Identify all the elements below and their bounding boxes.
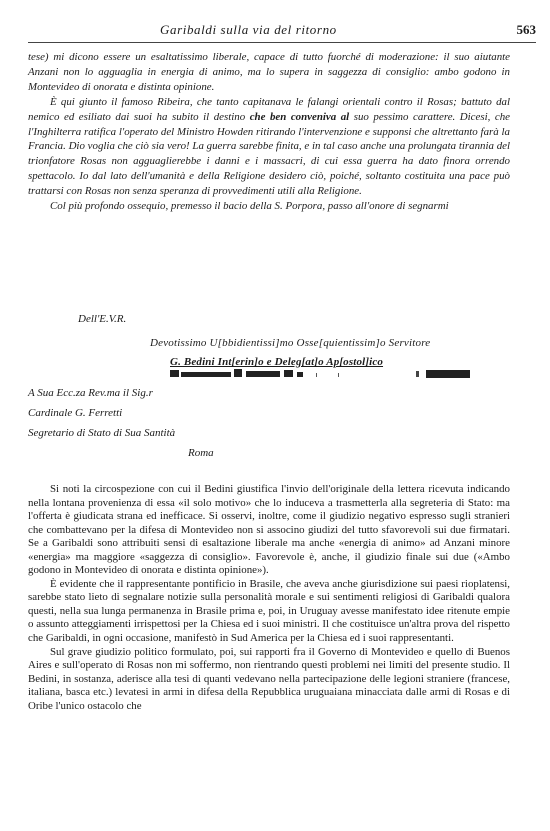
letter-paragraph-1: tese) mi dicono essere un esaltatissimo liberale, capace di tutto fuorché di moderazione: il suo aiutante Anzani non lo agguaglia in energia di animo, ma lo supera in saggezza di consiglio: ambo godono in Montevideo di onorata e distinta opinione. — [28, 51, 510, 93]
letter-paragraph-2-end: suo pessimo carattere. Dicesi, che l'Inghilterra ratifica l'operato del Ministro Howden ritirando l'intervenzione e supponsi che altrettanto farà la Francia. Dio voglia che ciò sia vero! La guerra sarebbe finita, e in tal caso anche una prolungata tirannia del trionfatore Rosas non agguaglierebbe i danni e i massacri, di cui essa guerra ha dato finora orrendo spettacolo. Io dal lato dell'umanità e della Religione desidero ciò, poiché, soltanto costituita una pace può trattarsi con Rosas non senza speranza di provvedimenti utili alla Religione. — [28, 110, 510, 198]
addressee-line-2: Cardinale G. Ferretti — [28, 407, 123, 419]
header-rule — [28, 42, 536, 43]
signature: G. Bedini Int[erin]o e Deleg[at]o Ap[ostol]ico — [170, 356, 384, 368]
commentary-paragraph-1: Si noti la circospezione con cui il Bedini giustifica l'invio dell'originale della lettera ricevuta indicando nella lontana provenienza di essa «il solo motivo» che lo induceva a trasmetterla alla segreteria di Stato: ma l'offerta è giudicata strana ed inefficace. Si osservi, inoltre, come il giudizio negativo espresso sugli stranieri che combattevano per la difesa di Montevideo non si associno giudizi del tutto sfavorevoli sui due firmatari. Se a Garibaldi sono attribuiti sensi di esaltazione liberale ma anche «energia di animo» ad Anzani minore «energia» ma maggiore «saggezza di consiglio». Favorevole è, anche, il giudizio finale sui due («Ambo godono in Montevideo di onorata e distinta opinione»). — [28, 483, 510, 577]
addressee-city: Roma — [188, 447, 214, 459]
commentary-paragraph-2: È evidente che il rappresentante pontificio in Brasile, che aveva anche giurisdizione sui paesi rioplatensi, sarebbe stato lieto di segnalare notizie sulla personalità morale e sui sentimenti religiosi di Garibaldi qualora questi, nella sua lunga permanenza in Brasile prima e, poi, in Uruguay avesse manifestato idee ritenute empie o assunto atteggiamenti irrispettosi per la Chiesa ed i suoi ministri. Il che costituisce un'altra prova del rispetto che Garibaldi, in ogni occasione, manifestò in Sud America per la Chiesa ed i suoi rappresentanti. — [28, 577, 510, 645]
quoted-letter — [28, 50, 510, 214]
commentary-text — [28, 483, 510, 713]
salutation: Dell'E.V.R. — [78, 313, 127, 325]
page-header — [160, 22, 536, 38]
addressee-line-1: A Sua Ecc.za Rev.ma il Sig.r — [28, 387, 153, 399]
addressee-line-3: Segretario di Stato di Sua Santità — [28, 427, 176, 439]
letter-paragraph-2 — [28, 95, 510, 199]
letter-paragraph-3: Col più profondo ossequio, premesso il bacio della S. Porpora, passo all'onore di segnarmi — [50, 200, 449, 213]
page-number: 563 — [516, 22, 536, 37]
redaction-marks — [170, 367, 508, 379]
commentary-paragraph-3: Sul grave giudizio politico formulato, poi, sui rapporti fra il Governo di Montevideo e quello di Buenos Aires e sull'operato di Rosas non mi soffermo, non rientrando questi problemi nei limiti del presente studio. Il Bedini, in sostanza, aderisce alla tesi di quanti vedevano nella partecipazione delle legioni straniere (francese, italiana, basca etc.) levatesi in armi in difesa della Repubblica uruguaiana minacciata dalle armi di Rosas e di Oribe l'unico ostacolo che — [28, 645, 510, 712]
letter-paragraph-2-bold: che ben conveniva al — [249, 110, 350, 123]
running-title: Garibaldi sulla via del ritorno — [160, 22, 337, 37]
letter-paragraph-2-start: È qui giunto il famoso Ribeira, che tanto capitanava le falangi orientali contro il Rosas; battuto dal nemico ed esiliato dai suoi ha subito il destino — [28, 95, 510, 123]
closing-formula: Devotissimo U[bbidientissi]mo Osse[quientissim]o Servitore — [150, 337, 431, 349]
addressee-block — [28, 383, 214, 463]
